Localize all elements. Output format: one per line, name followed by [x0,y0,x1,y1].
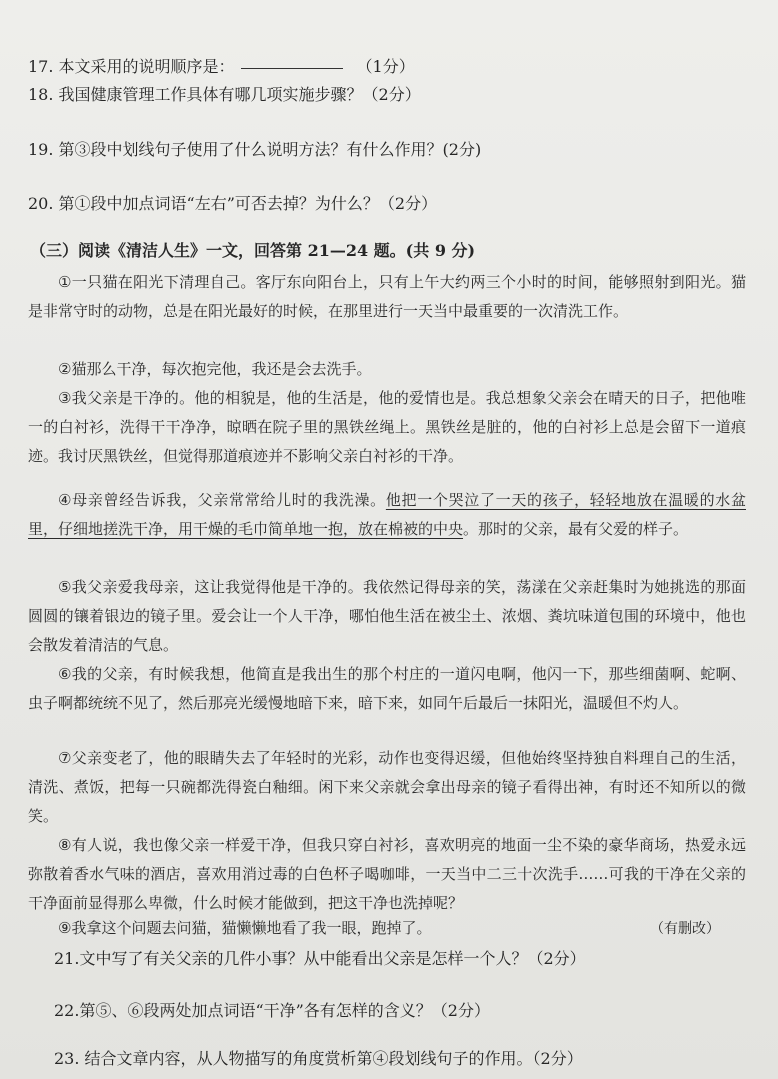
paragraph-6: ⑥我的父亲，有时候我想，他简直是我出生的那个村庄的一道闪电啊，他闪一下，那些细菌啊、蛇啊、虫子啊都统统不见了，然后那亮光缓慢地暗下来，暗下来，如同午后最后一抹阳光，温暖但不灼人。 [28,665,746,712]
answer-blank[interactable] [241,68,343,69]
underlined-sentence: 他把一个哭泣了一天的孩子，轻轻地放在温暖的水盆里，仔细地搓洗干净，用干燥的毛巾简单地一抱，放在棉被的中央 [28,491,746,538]
paragraph-8: ⑧有人说，我也像父亲一样爱干净，但我只穿白衬衫，喜欢明亮的地面一尘不染的豪华商场，热爱永远弥散着香水气味的酒店，喜欢用消过毒的白色杯子喝咖啡，一天当中二三十次洗手……可我的干净在父亲的干净面前显得那么卑微，什么时候才能做到，把这干净也洗掉呢？ [28,836,746,912]
paragraph-4-text-end: 。那时的父亲，最有父爱的样子。 [463,520,689,538]
paragraph-5: ⑤我父亲爱我母亲，这让我觉得他是干净的。我依然记得母亲的笑，荡漾在父亲赶集时为她挑选的那面圆圆的镶着银边的镜子里。爱会让一个人干净，哪怕他生活在被尘土、浓烟、粪坑味道包围的环境中，他也会散发着清洁的气息。 [28,578,746,654]
section-title: （三）阅读《清洁人生》一文，回答第 21—24 题。(共 9 分) [30,241,476,260]
question-18: 18. 我国健康管理工作具体有哪几项实施步骤？（2分） [28,85,421,104]
paragraph-7: ⑦父亲变老了，他的眼睛失去了年轻时的光彩，动作也变得迟缓，但他始终坚持独自料理自己的生活，清洗、煮饭，把每一只碗都洗得瓷白釉细。闲下来父亲就会拿出母亲的镜子看得出神，有时还不知所以的微笑。 [28,749,746,825]
question-17-score: （1分） [356,57,415,76]
question-23: 23. 结合文章内容，从人物描写的角度赏析第④段划线句子的作用。（2分） [54,1049,583,1068]
paragraph-2: ②猫那么干净，每次抱完他，我还是会去洗手。 [58,360,372,378]
question-22: 22.第⑤、⑥段两处加点词语“干净”各有怎样的含义？（2分） [54,1001,490,1020]
paragraph-3: ③我父亲是干净的。他的相貌是，他的生活是，他的爱情也是。我总想象父亲会在晴天的日子，把他唯一的白衬衫，洗得干干净净，晾晒在院子里的黑铁丝绳上。黑铁丝是脏的，他的白衬衫上总是会留下一道痕迹。我讨厌黑铁丝，但觉得那道痕迹并不影响父亲白衬衫的干净。 [28,389,746,465]
paragraph-9: ⑨我拿这个问题去问猫，猫懒懒地看了我一眼，跑掉了。 [58,919,432,937]
paragraph-1: ①一只猫在阳光下清理自己。客厅东向阳台上，只有上午大约两三个小时的时间，能够照射到阳光。猫是非常守时的动物，总是在阳光最好的时候，在那里进行一天当中最重要的一次清洗工作。 [28,273,746,320]
question-17-text: 17. 本文采用的说明顺序是： [28,57,235,76]
question-20: 20. 第①段中加点词语“左右”可否去掉？为什么？（2分） [28,194,438,213]
question-17 [28,54,415,77]
question-19: 19. 第③段中划线句子使用了什么说明方法？有什么作用？(2分) [28,140,482,159]
paragraph-4 [28,486,746,544]
paragraph-4-text: ④母亲曾经告诉我，父亲常常给儿时的我洗澡。 [58,491,386,509]
source-note: （有删改） [650,921,720,937]
question-21: 21.文中写了有关父亲的几件小事？从中能看出父亲是怎样一个人？（2分） [54,949,586,968]
